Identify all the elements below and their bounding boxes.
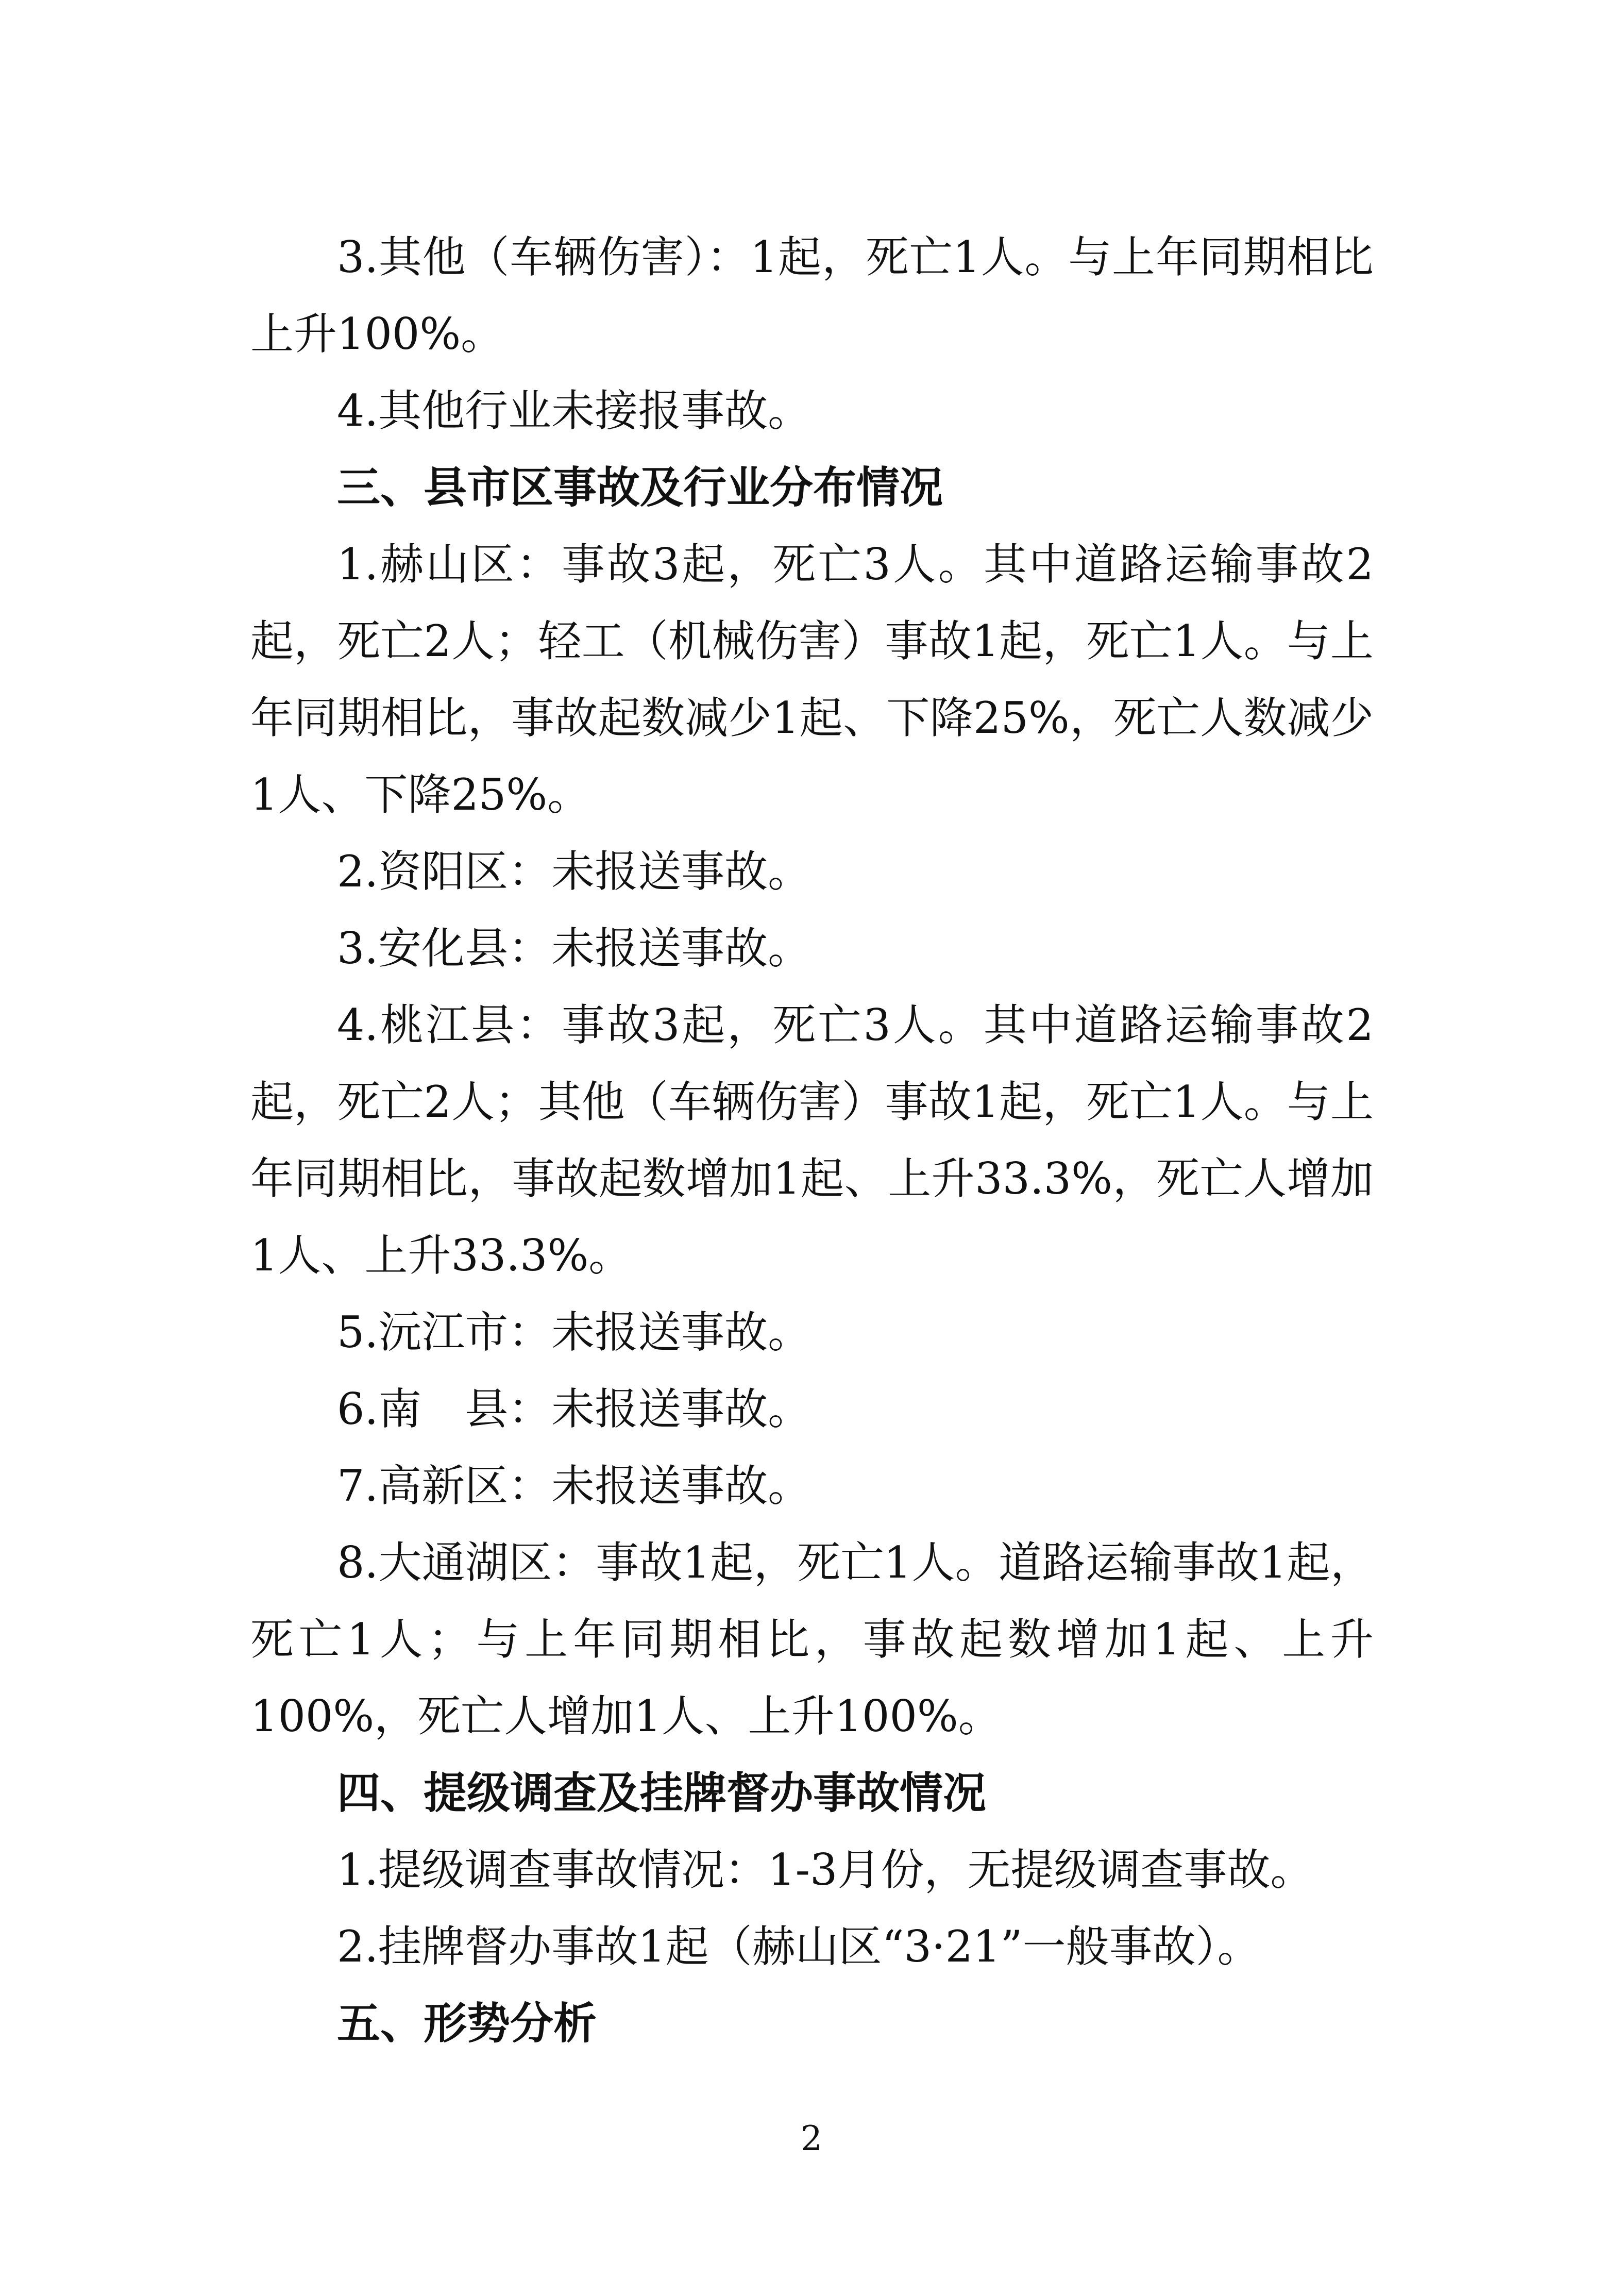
page-number: 2 [801, 2119, 822, 2158]
paragraph-anhua: 3.安化县：未报送事故。 [337, 923, 812, 974]
paragraph-upgraded-investigation: 1.提级调查事故情况：1-3月份，无提级调查事故。 [337, 1845, 1314, 1895]
paragraph-heshan: 1.赫山区：事故3起，死亡3人。其中道路运输事故2起，死亡2人；轻工（机械伤害）事故1起，死亡1人。与上年同期相比，事故起数减少1起、下降25%，死亡人数减少1人、下降25%。 [250, 539, 1374, 820]
paragraph-supervised-accident: 2.挂牌督办事故1起（赫山区“3·21”一般事故）。 [337, 1921, 1261, 1972]
heading-investigation-supervision: 四、提级调查及挂牌督办事故情况 [337, 1768, 987, 1818]
paragraph-gaoxin: 7.高新区：未报送事故。 [337, 1461, 812, 1511]
paragraph-other-industries: 4.其他行业未接报事故。 [337, 386, 812, 436]
paragraph-nanxian: 6.南 县：未报送事故。 [337, 1384, 812, 1434]
paragraph-ziyang: 2.资阳区：未报送事故。 [337, 846, 812, 897]
heading-situation-analysis: 五、形势分析 [337, 1998, 597, 2049]
paragraph-other-vehicle: 3.其他（车辆伤害）：1起，死亡1人。与上年同期相比上升100%。 [250, 232, 1374, 359]
paragraph-datonghu: 8.大通湖区：事故1起，死亡1人。道路运输事故1起，死亡1人；与上年同期相比，事故起数增加1起、上升100%，死亡人增加1人、上升100%。 [250, 1537, 1374, 1741]
paragraph-taojiang: 4.桃江县：事故3起，死亡3人。其中道路运输事故2起，死亡2人；其他（车辆伤害）事故1起，死亡1人。与上年同期相比，事故起数增加1起、上升33.3%，死亡人增加1人、上升33.3%。 [250, 1000, 1374, 1281]
heading-county-distribution: 三、县市区事故及行业分布情况 [337, 462, 943, 513]
document-body [250, 219, 1374, 2062]
paragraph-yuanjiang: 5.沅江市：未报送事故。 [337, 1307, 812, 1358]
